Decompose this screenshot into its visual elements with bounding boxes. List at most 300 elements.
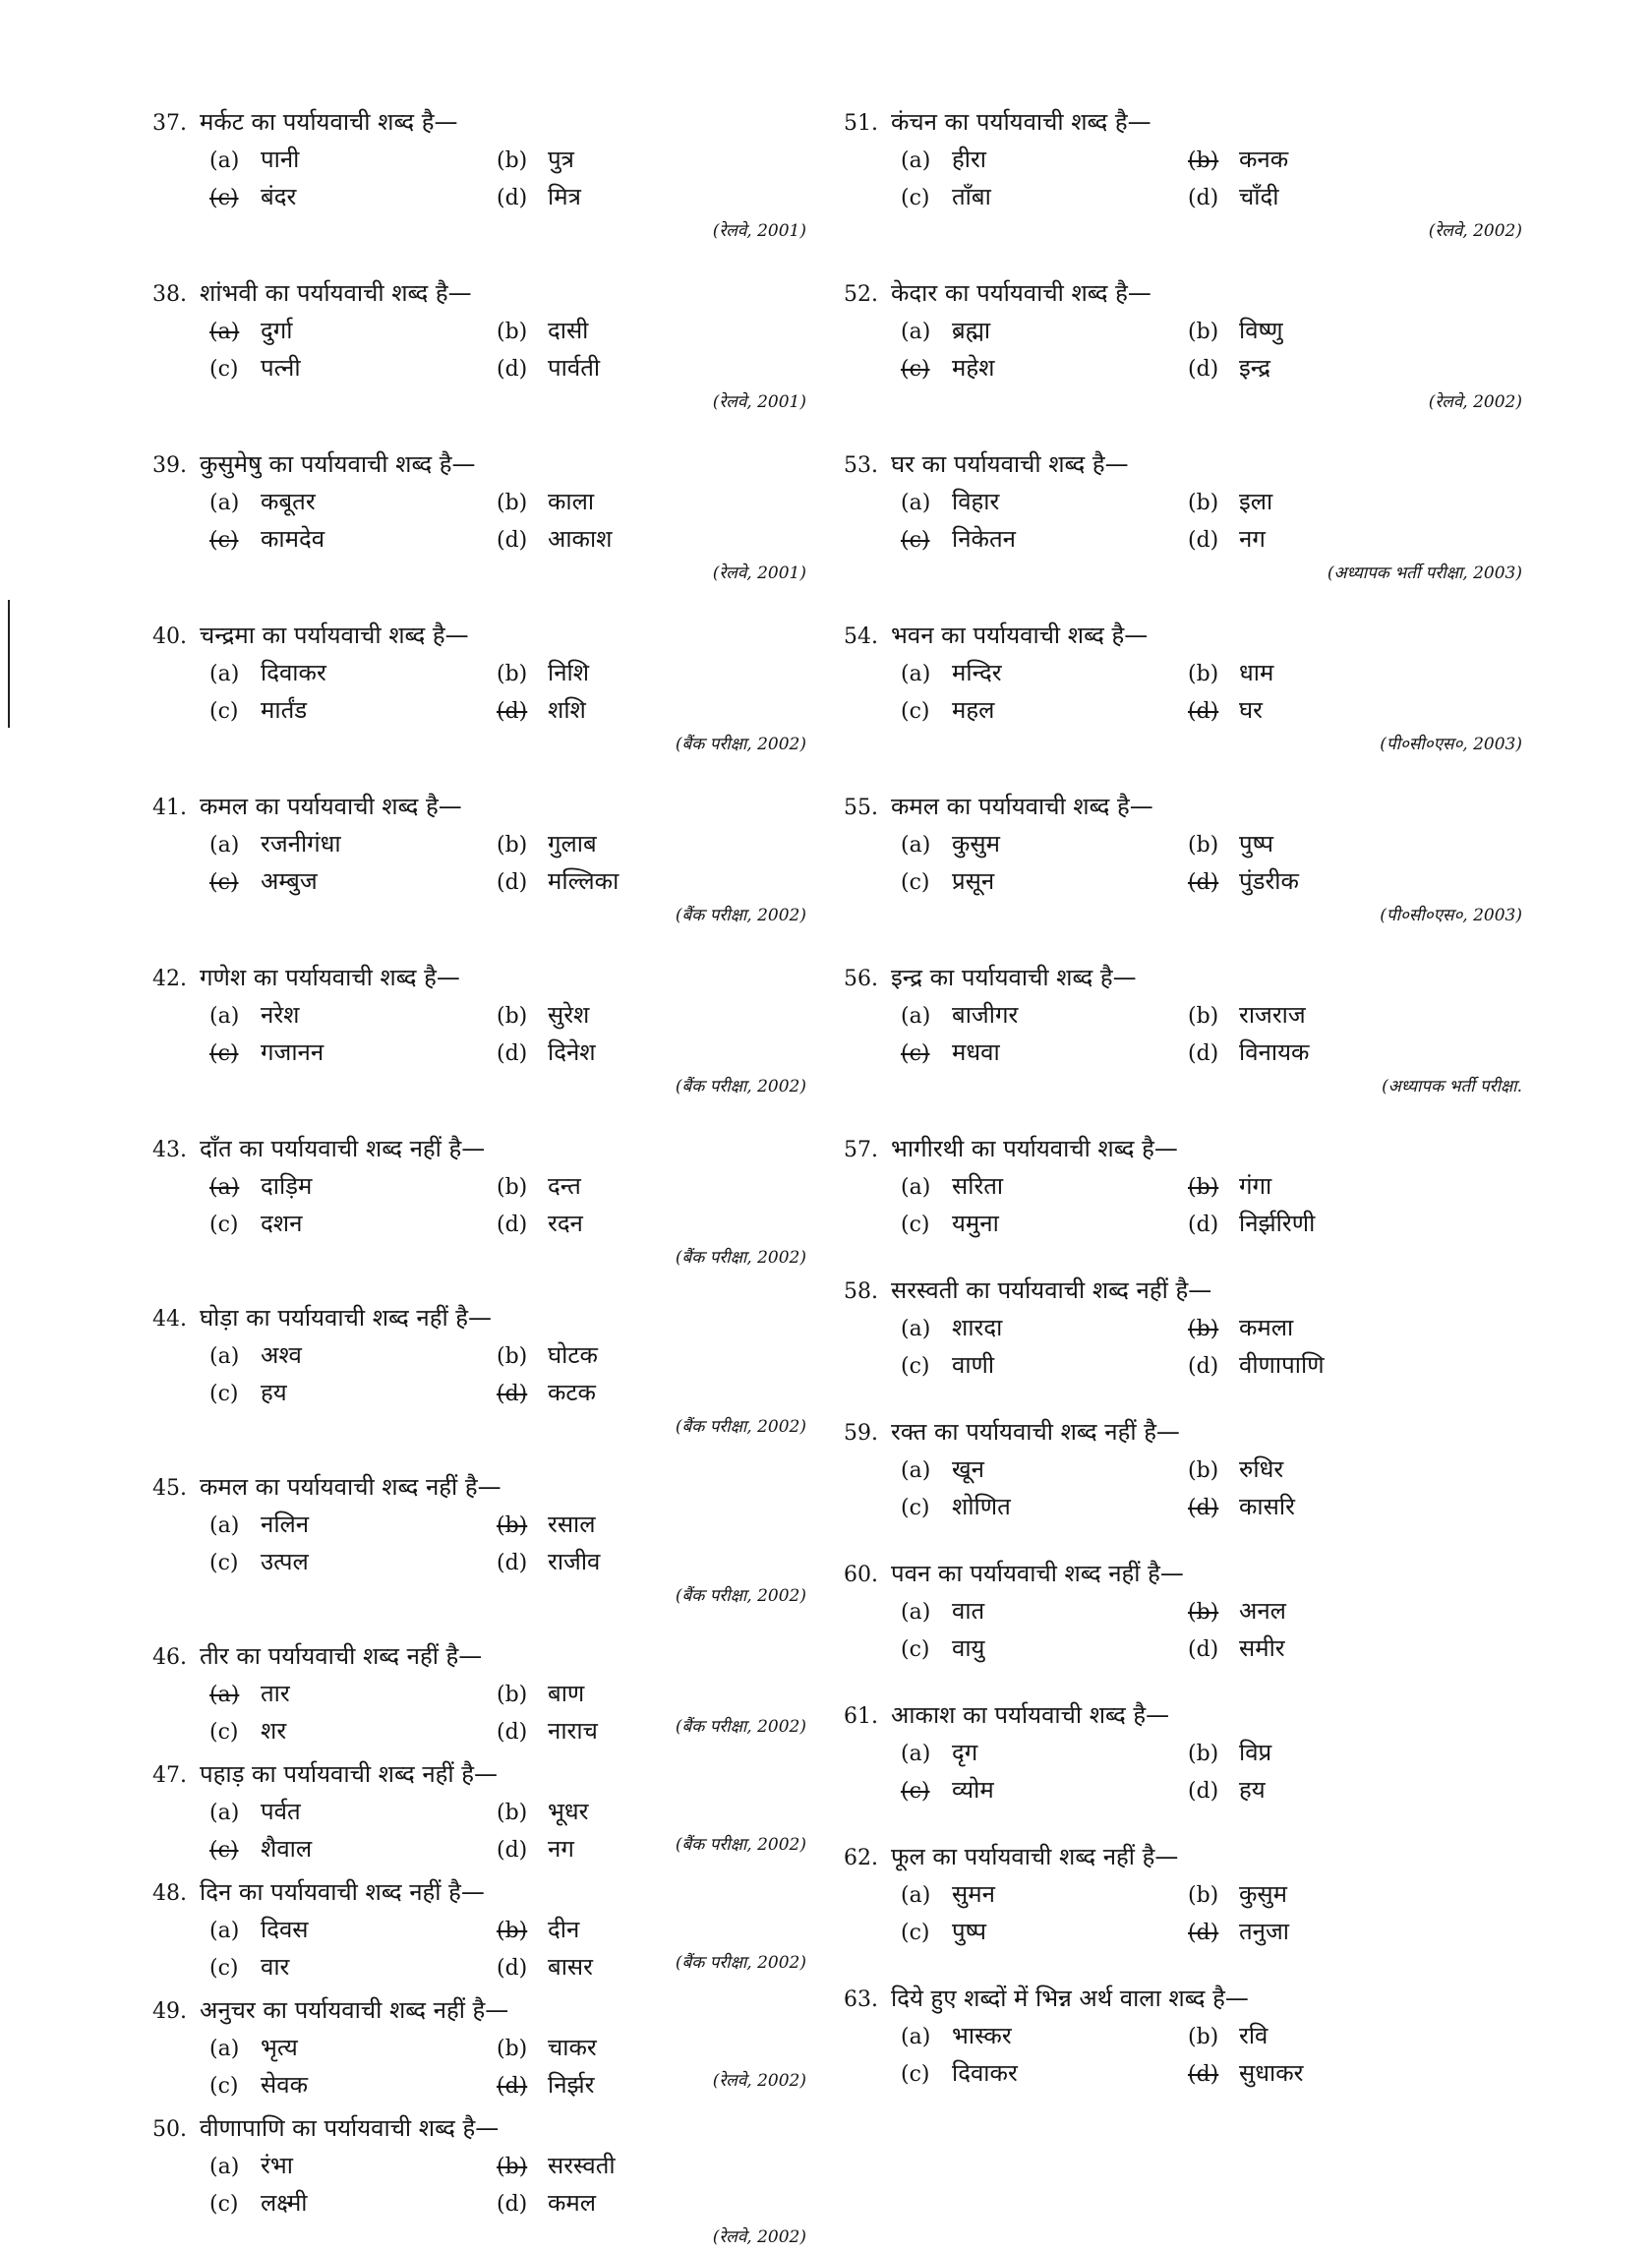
question-item xyxy=(844,1273,1522,1385)
option-letter: (b) xyxy=(1188,662,1219,686)
option-letter: (a) xyxy=(901,2025,931,2049)
question-number: 63. xyxy=(844,1987,878,2012)
option-item[interactable] xyxy=(901,350,1188,387)
option-item[interactable] xyxy=(1188,179,1522,216)
option-item[interactable] xyxy=(497,484,806,521)
question-text: सरस्वती का पर्यायवाची शब्द नहीं है— xyxy=(891,1276,1212,1304)
option-item[interactable] xyxy=(497,1168,806,1206)
option-item[interactable] xyxy=(901,1310,1188,1347)
option-item[interactable] xyxy=(497,826,806,863)
option-item[interactable] xyxy=(901,1452,1188,1489)
question-text: तीर का पर्यायवाची शब्द नहीं है— xyxy=(200,1642,483,1670)
option-item[interactable] xyxy=(209,826,497,863)
question-text: मर्कट का पर्यायवाची शब्द है— xyxy=(200,108,458,136)
question-line xyxy=(152,2110,806,2148)
option-item[interactable] xyxy=(209,1544,497,1581)
question-number: 49. xyxy=(152,1999,187,2024)
option-text: घोटक xyxy=(548,1341,598,1369)
option-item[interactable] xyxy=(209,521,497,559)
question-line xyxy=(844,960,1522,997)
option-item[interactable] xyxy=(209,1676,497,1713)
question-text: दाँत का पर्यायवाची शब्द नहीं है— xyxy=(200,1135,486,1162)
option-letter-marked: (d) xyxy=(1188,1496,1219,1520)
option-text: कबूतर xyxy=(261,488,316,515)
option-letter-marked: (b) xyxy=(1188,1317,1219,1341)
option-item[interactable] xyxy=(209,179,497,216)
exam-source: (अध्यापक भर्ती परीक्षा. xyxy=(1382,1077,1522,1096)
option-letter: (d) xyxy=(497,1551,528,1575)
option-text: दृग xyxy=(952,1739,978,1766)
option-letter: (b) xyxy=(1188,2025,1219,2049)
options-grid xyxy=(152,655,806,730)
question-item xyxy=(152,960,806,1101)
option-item[interactable] xyxy=(497,350,806,387)
option-item[interactable] xyxy=(901,142,1188,179)
option-letter: (d) xyxy=(497,528,528,553)
option-item[interactable] xyxy=(901,692,1188,730)
option-text: दाड़िम xyxy=(261,1172,313,1200)
question-text: शांभवी का पर्यायवाची शब्द है— xyxy=(200,279,472,307)
option-item[interactable] xyxy=(209,484,497,521)
option-letter: (b) xyxy=(497,833,528,858)
option-text: आकाश xyxy=(548,525,613,553)
option-letter-marked: (d) xyxy=(497,699,528,724)
option-text: विहार xyxy=(952,488,1000,515)
question-text: पहाड़ का पर्यायवाची शब्द नहीं है— xyxy=(200,1760,499,1788)
option-item[interactable] xyxy=(209,655,497,692)
question-text: वीणापाणि का पर्यायवाची शब्द है— xyxy=(200,2114,500,2142)
question-line xyxy=(844,1414,1522,1452)
option-text: अम्बुज xyxy=(261,867,318,895)
question-line xyxy=(152,1756,806,1794)
question-text: चन्द्रमा का पर्यायवाची शब्द है— xyxy=(200,622,469,649)
option-item[interactable] xyxy=(1188,484,1522,521)
option-letter: (b) xyxy=(1188,320,1219,344)
option-text: वीणापाणि xyxy=(1239,1351,1325,1379)
question-number: 51. xyxy=(844,111,878,136)
exam-source: (रेलवे, 2002) xyxy=(712,2227,806,2247)
option-item[interactable] xyxy=(497,692,806,730)
option-item[interactable] xyxy=(497,179,806,216)
question-item xyxy=(152,1992,806,2104)
option-text: राजीव xyxy=(548,1548,601,1575)
option-letter: (c) xyxy=(901,1213,930,1237)
option-text: पर्वत xyxy=(261,1798,301,1825)
option-letter-marked: (c) xyxy=(209,528,239,553)
question-number: 41. xyxy=(152,796,187,820)
question-number: 61. xyxy=(844,1704,878,1729)
option-letter: (c) xyxy=(209,1213,239,1237)
option-item[interactable] xyxy=(209,2067,497,2104)
option-text: रवि xyxy=(1239,2022,1268,2049)
option-item[interactable] xyxy=(1188,1735,1522,1772)
options-grid xyxy=(152,1168,806,1243)
option-letter: (b) xyxy=(497,1801,528,1825)
option-text: सुमन xyxy=(952,1880,995,1908)
option-item[interactable] xyxy=(1188,1593,1522,1630)
option-item[interactable] xyxy=(1188,142,1522,179)
option-item[interactable] xyxy=(209,1507,497,1544)
question-text: कमल का पर्यायवाची शब्द नहीं है— xyxy=(200,1473,502,1501)
option-text: शारदा xyxy=(952,1314,1003,1341)
option-item[interactable] xyxy=(1188,692,1522,730)
exam-source: (बैंक परीक्षा, 2002) xyxy=(675,1077,806,1096)
option-text: कामदेव xyxy=(261,525,325,553)
option-item[interactable] xyxy=(209,1168,497,1206)
option-text: दिवाकर xyxy=(952,2059,1018,2087)
option-letter: (d) xyxy=(497,870,528,895)
option-item[interactable] xyxy=(901,1168,1188,1206)
question-item xyxy=(844,1414,1522,1526)
option-item[interactable] xyxy=(901,1772,1188,1809)
option-item[interactable] xyxy=(497,1375,806,1412)
option-letter: (a) xyxy=(901,320,931,344)
option-item[interactable] xyxy=(1188,350,1522,387)
option-text: बाजीगर xyxy=(952,1001,1019,1029)
question-item xyxy=(844,789,1522,930)
options-grid xyxy=(844,826,1522,901)
option-item[interactable] xyxy=(1188,863,1522,901)
question-number: 44. xyxy=(152,1307,187,1332)
option-letter: (a) xyxy=(901,1883,931,1908)
options-grid xyxy=(844,313,1522,387)
option-text: महेश xyxy=(952,354,995,382)
option-item[interactable] xyxy=(209,1912,497,1949)
option-text: सरस्वती xyxy=(548,2152,616,2179)
option-item[interactable] xyxy=(1188,313,1522,350)
question-text: कुसुमेषु का पर्यायवाची शब्द है— xyxy=(200,450,476,478)
exam-source: (अध्यापक भर्ती परीक्षा, 2003) xyxy=(1327,563,1522,583)
question-number: 55. xyxy=(844,796,878,820)
options-grid xyxy=(844,2018,1522,2093)
question-text: आकाश का पर्यायवाची शब्द है— xyxy=(891,1701,1170,1729)
options-grid xyxy=(152,1507,806,1581)
option-item[interactable] xyxy=(901,997,1188,1035)
option-item[interactable] xyxy=(1188,1876,1522,1914)
left-column xyxy=(152,104,806,2252)
option-text: दुर्गा xyxy=(261,317,293,344)
question-line xyxy=(152,1131,806,1168)
option-text: वार xyxy=(261,1953,290,1981)
question-line xyxy=(152,789,806,826)
option-item[interactable] xyxy=(901,484,1188,521)
option-text: सरिता xyxy=(952,1172,1004,1200)
option-item[interactable] xyxy=(209,350,497,387)
option-text: भास्कर xyxy=(952,2022,1012,2049)
option-item[interactable] xyxy=(497,1676,806,1713)
question-number: 56. xyxy=(844,967,878,991)
option-item[interactable] xyxy=(1188,655,1522,692)
question-text: कंचन का पर्यायवाची शब्द है— xyxy=(891,108,1151,136)
option-letter: (b) xyxy=(497,148,528,173)
option-letter: (b) xyxy=(1188,1742,1219,1766)
option-text: कुसुम xyxy=(1239,1880,1288,1908)
option-letter: (d) xyxy=(1188,357,1219,382)
option-letter: (a) xyxy=(209,148,240,173)
option-item[interactable] xyxy=(497,1206,806,1243)
option-item[interactable] xyxy=(497,2148,806,2185)
option-letter: (c) xyxy=(209,357,239,382)
question-item xyxy=(844,618,1522,759)
option-text: बंदर xyxy=(261,183,297,210)
option-item[interactable] xyxy=(1188,2055,1522,2093)
option-letter: (a) xyxy=(209,1801,240,1825)
option-item[interactable] xyxy=(209,1713,497,1750)
option-letter: (d) xyxy=(497,1838,528,1863)
exam-source: (बैंक परीक्षा, 2002) xyxy=(675,1953,806,1973)
question-line xyxy=(152,1469,806,1507)
option-letter-marked: (b) xyxy=(497,1919,528,1943)
question-line xyxy=(152,446,806,484)
option-item[interactable] xyxy=(1188,1035,1522,1072)
exam-source: (रेलवे, 2002) xyxy=(1428,392,1522,412)
option-letter: (c) xyxy=(209,699,239,724)
option-text: पुत्र xyxy=(548,146,574,173)
option-letter-marked: (d) xyxy=(1188,1921,1219,1945)
option-letter: (b) xyxy=(497,491,528,515)
option-letter: (b) xyxy=(497,1175,528,1200)
exam-source: (बैंक परीक्षा, 2002) xyxy=(675,1586,806,1606)
option-item[interactable] xyxy=(901,1347,1188,1385)
option-letter-marked: (c) xyxy=(901,357,930,382)
option-item[interactable] xyxy=(1188,2018,1522,2055)
question-item xyxy=(152,1131,806,1273)
option-letter: (d) xyxy=(1188,1779,1219,1804)
option-item[interactable] xyxy=(497,1794,806,1831)
option-item[interactable] xyxy=(1188,826,1522,863)
option-letter: (a) xyxy=(209,2037,240,2061)
option-item[interactable] xyxy=(497,1035,806,1072)
option-item[interactable] xyxy=(209,2148,497,2185)
option-letter-marked: (c) xyxy=(901,528,930,553)
option-item[interactable] xyxy=(497,2030,806,2067)
option-item[interactable] xyxy=(901,313,1188,350)
option-letter-marked: (c) xyxy=(901,1779,930,1804)
option-text: प्रसून xyxy=(952,867,995,895)
option-text: लक्ष्मी xyxy=(261,2189,308,2217)
option-item[interactable] xyxy=(1188,1772,1522,1809)
option-item[interactable] xyxy=(901,2055,1188,2093)
option-text: रदन xyxy=(548,1210,583,1237)
option-letter: (d) xyxy=(497,1956,528,1981)
question-text: घर का पर्यायवाची शब्द है— xyxy=(891,450,1129,478)
option-item[interactable] xyxy=(209,997,497,1035)
option-letter-marked: (a) xyxy=(209,1683,240,1707)
question-text: गणेश का पर्यायवाची शब्द है— xyxy=(200,964,460,991)
option-item[interactable] xyxy=(497,655,806,692)
question-text: इन्द्र का पर्यायवाची शब्द है— xyxy=(891,964,1137,991)
option-text: हीरा xyxy=(952,146,986,173)
option-item[interactable] xyxy=(1188,1630,1522,1668)
option-item[interactable] xyxy=(209,1794,497,1831)
option-item[interactable] xyxy=(497,997,806,1035)
option-letter: (d) xyxy=(1188,1213,1219,1237)
option-text: कनक xyxy=(1239,146,1289,173)
option-text: धाम xyxy=(1239,659,1274,686)
question-item xyxy=(844,1697,1522,1809)
option-letter: (c) xyxy=(209,1956,239,1981)
question-item xyxy=(152,275,806,417)
options-grid xyxy=(844,1168,1522,1243)
option-item[interactable] xyxy=(209,313,497,350)
option-text: निर्झर xyxy=(548,2071,595,2099)
question-number: 47. xyxy=(152,1763,187,1788)
option-text: भूधर xyxy=(548,1798,589,1825)
option-text: नाराच xyxy=(548,1717,598,1745)
option-text: पत्नी xyxy=(261,354,301,382)
option-item[interactable] xyxy=(901,2018,1188,2055)
question-line xyxy=(152,1638,806,1676)
options-grid xyxy=(844,1735,1522,1809)
option-text: दिवस xyxy=(261,1916,309,1943)
option-item[interactable] xyxy=(209,863,497,901)
option-letter-marked: (c) xyxy=(901,1041,930,1066)
question-number: 38. xyxy=(152,282,187,307)
option-item[interactable] xyxy=(209,1831,497,1868)
option-letter: (c) xyxy=(901,1496,930,1520)
option-letter-marked: (c) xyxy=(209,186,239,210)
option-item[interactable] xyxy=(901,179,1188,216)
option-text: इला xyxy=(1239,488,1273,515)
option-item[interactable] xyxy=(1188,1206,1522,1243)
option-letter-marked: (c) xyxy=(209,870,239,895)
option-item[interactable] xyxy=(209,1375,497,1412)
option-text: दिवाकर xyxy=(261,659,326,686)
option-item[interactable] xyxy=(209,1337,497,1375)
option-letter: (d) xyxy=(1188,1637,1219,1662)
option-item[interactable] xyxy=(901,1035,1188,1072)
option-item[interactable] xyxy=(497,1912,806,1949)
option-item[interactable] xyxy=(901,1876,1188,1914)
option-item[interactable] xyxy=(497,521,806,559)
option-item[interactable] xyxy=(209,692,497,730)
option-item[interactable] xyxy=(209,142,497,179)
option-text: नग xyxy=(1239,525,1266,553)
question-item xyxy=(844,275,1522,417)
option-text: कासरि xyxy=(1239,1493,1295,1520)
option-letter: (d) xyxy=(497,186,528,210)
option-item[interactable] xyxy=(209,2185,497,2222)
option-item[interactable] xyxy=(497,142,806,179)
option-item[interactable] xyxy=(1188,997,1522,1035)
question-line xyxy=(152,960,806,997)
question-item xyxy=(152,104,806,246)
option-letter: (a) xyxy=(209,2155,240,2179)
option-item[interactable] xyxy=(209,1206,497,1243)
option-item[interactable] xyxy=(497,863,806,901)
option-item[interactable] xyxy=(901,1914,1188,1951)
option-item[interactable] xyxy=(901,863,1188,901)
exam-source: (पी०सी०एस०, 2003) xyxy=(1380,735,1522,754)
exam-source: (रेलवे, 2002) xyxy=(1428,221,1522,241)
option-text: मन्दिर xyxy=(952,659,1002,686)
option-text: निकेतन xyxy=(952,525,1016,553)
option-item[interactable] xyxy=(497,2185,806,2222)
option-item[interactable] xyxy=(901,1735,1188,1772)
option-item[interactable] xyxy=(1188,1347,1522,1385)
question-line xyxy=(844,1697,1522,1735)
option-item[interactable] xyxy=(901,1206,1188,1243)
option-item[interactable] xyxy=(1188,1452,1522,1489)
option-item[interactable] xyxy=(1188,1168,1522,1206)
option-item[interactable] xyxy=(497,1337,806,1375)
option-item[interactable] xyxy=(901,1630,1188,1668)
right-column xyxy=(844,104,1522,2093)
option-letter: (b) xyxy=(1188,1458,1219,1483)
option-letter: (a) xyxy=(901,1004,931,1029)
option-letter: (a) xyxy=(209,491,240,515)
option-letter: (c) xyxy=(209,2074,239,2099)
option-item[interactable] xyxy=(901,1593,1188,1630)
option-item[interactable] xyxy=(497,313,806,350)
option-item[interactable] xyxy=(901,826,1188,863)
question-line xyxy=(844,104,1522,142)
option-letter: (d) xyxy=(497,1213,528,1237)
option-text: तनुजा xyxy=(1239,1918,1290,1945)
option-item[interactable] xyxy=(1188,1914,1522,1951)
option-text: उत्पल xyxy=(261,1548,309,1575)
question-item xyxy=(152,789,806,930)
options-grid xyxy=(152,313,806,387)
option-item[interactable] xyxy=(1188,1310,1522,1347)
option-item[interactable] xyxy=(901,1489,1188,1526)
option-text: समीर xyxy=(1239,1634,1285,1662)
question-text: भवन का पर्यायवाची शब्द है— xyxy=(891,622,1149,649)
option-text: व्योम xyxy=(952,1776,994,1804)
option-text: पुंडरीक xyxy=(1239,867,1299,895)
question-item xyxy=(844,1981,1522,2093)
option-letter-marked: (c) xyxy=(209,1041,239,1066)
question-line xyxy=(844,1981,1522,2018)
option-text: नरेश xyxy=(261,1001,300,1029)
question-line xyxy=(844,1556,1522,1593)
option-text: कुसुम xyxy=(952,830,1001,858)
option-item[interactable] xyxy=(1188,521,1522,559)
exam-source: (बैंक परीक्षा, 2002) xyxy=(675,906,806,925)
option-item[interactable] xyxy=(497,1507,806,1544)
option-text: गुलाब xyxy=(548,830,597,858)
option-text: ब्रह्मा xyxy=(952,317,991,344)
option-item[interactable] xyxy=(209,1949,497,1986)
option-text: अनल xyxy=(1239,1597,1286,1625)
option-item[interactable] xyxy=(209,1035,497,1072)
option-letter-marked: (b) xyxy=(1188,1600,1219,1625)
option-letter: (c) xyxy=(901,1637,930,1662)
option-letter: (d) xyxy=(1188,1354,1219,1379)
question-line xyxy=(844,275,1522,313)
option-text: चाकर xyxy=(548,2034,597,2061)
option-text: रसाल xyxy=(548,1511,596,1538)
option-item[interactable] xyxy=(901,521,1188,559)
option-text: वाणी xyxy=(952,1351,995,1379)
exam-source: (बैंक परीक्षा, 2002) xyxy=(675,735,806,754)
question-number: 58. xyxy=(844,1279,878,1304)
option-item[interactable] xyxy=(1188,1489,1522,1526)
option-letter: (b) xyxy=(497,1344,528,1369)
exam-source: (बैंक परीक्षा, 2002) xyxy=(675,1717,806,1737)
options-grid xyxy=(844,1876,1522,1951)
option-text: महल xyxy=(952,696,995,724)
option-letter: (a) xyxy=(209,1344,240,1369)
exam-source: (बैंक परीक्षा, 2002) xyxy=(675,1417,806,1437)
option-letter-marked: (d) xyxy=(1188,870,1219,895)
option-text: दन्त xyxy=(548,1172,581,1200)
option-item[interactable] xyxy=(901,655,1188,692)
option-item[interactable] xyxy=(497,1544,806,1581)
option-letter: (c) xyxy=(901,2062,930,2087)
margin-line-mark xyxy=(8,600,10,728)
option-item[interactable] xyxy=(209,2030,497,2067)
